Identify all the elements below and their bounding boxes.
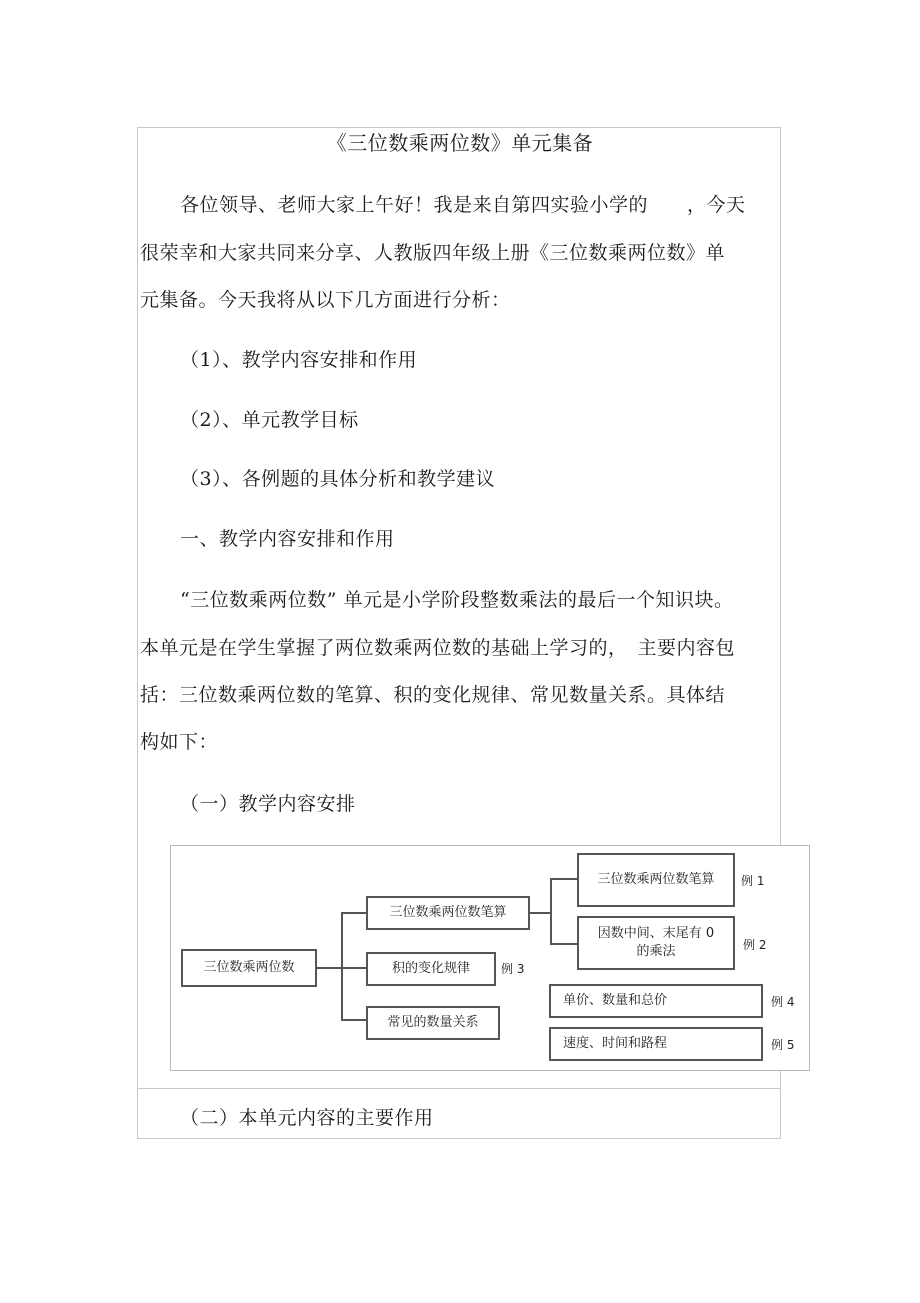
page-title: 《三位数乘两位数》单元集备 [326, 131, 594, 155]
leaf-speed-time-distance: 速度、时间和路程 [549, 1027, 763, 1061]
leaf-written-calculation: 三位数乘两位数笔算 [577, 853, 735, 907]
connector-root [316, 967, 342, 969]
connector-b3 [341, 1019, 367, 1021]
branch-quantity-relations: 常见的数量关系 [366, 1006, 500, 1040]
paragraph-line-4: 构如下： [140, 731, 219, 753]
leaf-price-quantity-total: 单价、数量和总价 [549, 984, 763, 1018]
subheading-2: （二）本单元内容的主要作用 [180, 1107, 434, 1129]
branch-product-pattern: 积的变化规律 [366, 952, 496, 986]
paragraph-line-2: 本单元是在学生掌握了两位数乘两位数的基础上学习的， 主要内容包 [140, 637, 736, 659]
intro-line-3: 元集备。今天我将从以下几方面进行分析： [140, 289, 511, 311]
example-label-3: 例 3 [501, 962, 525, 976]
intro-line-2: 很荣幸和大家共同来分享、人教版四年级上册《三位数乘两位数》单 [140, 242, 726, 264]
paragraph-line-1: “三位数乘两位数” 单元是小学阶段整数乘法的最后一个知识块。 [180, 589, 734, 611]
connector-leaf1 [550, 878, 578, 880]
branch-written-calculation: 三位数乘两位数笔算 [366, 896, 530, 930]
example-label-4: 例 4 [771, 995, 795, 1009]
subheading-1: （一）教学内容安排 [180, 793, 356, 815]
paragraph-line-3: 括：三位数乘两位数的笔算、积的变化规律、常见数量关系。具体结 [140, 684, 726, 706]
leaf-zero-factor: 因数中间、末尾有 0 的乘法 [577, 916, 735, 970]
outline-point-1: （1）、教学内容安排和作用 [180, 349, 418, 371]
connector-b1 [341, 912, 367, 914]
example-label-1: 例 1 [741, 874, 765, 888]
intro-line-1: 各位领导、老师大家上午好！我是来自第四实验小学的 ，今天 [180, 194, 746, 216]
example-label-2: 例 2 [743, 938, 767, 952]
connector-leaf-trunk [550, 878, 552, 944]
connector-b1-out [529, 912, 551, 914]
section-heading-1: 一、教学内容安排和作用 [180, 528, 395, 550]
outline-point-2: （2）、单元教学目标 [180, 409, 359, 431]
example-label-5: 例 5 [771, 1038, 795, 1052]
root-box: 三位数乘两位数 [181, 949, 317, 987]
connector-trunk [341, 912, 343, 1020]
outline-point-3: （3）、各例题的具体分析和教学建议 [180, 468, 496, 490]
connector-b2 [341, 967, 367, 969]
connector-leaf2 [550, 943, 578, 945]
structure-diagram [170, 845, 810, 1071]
